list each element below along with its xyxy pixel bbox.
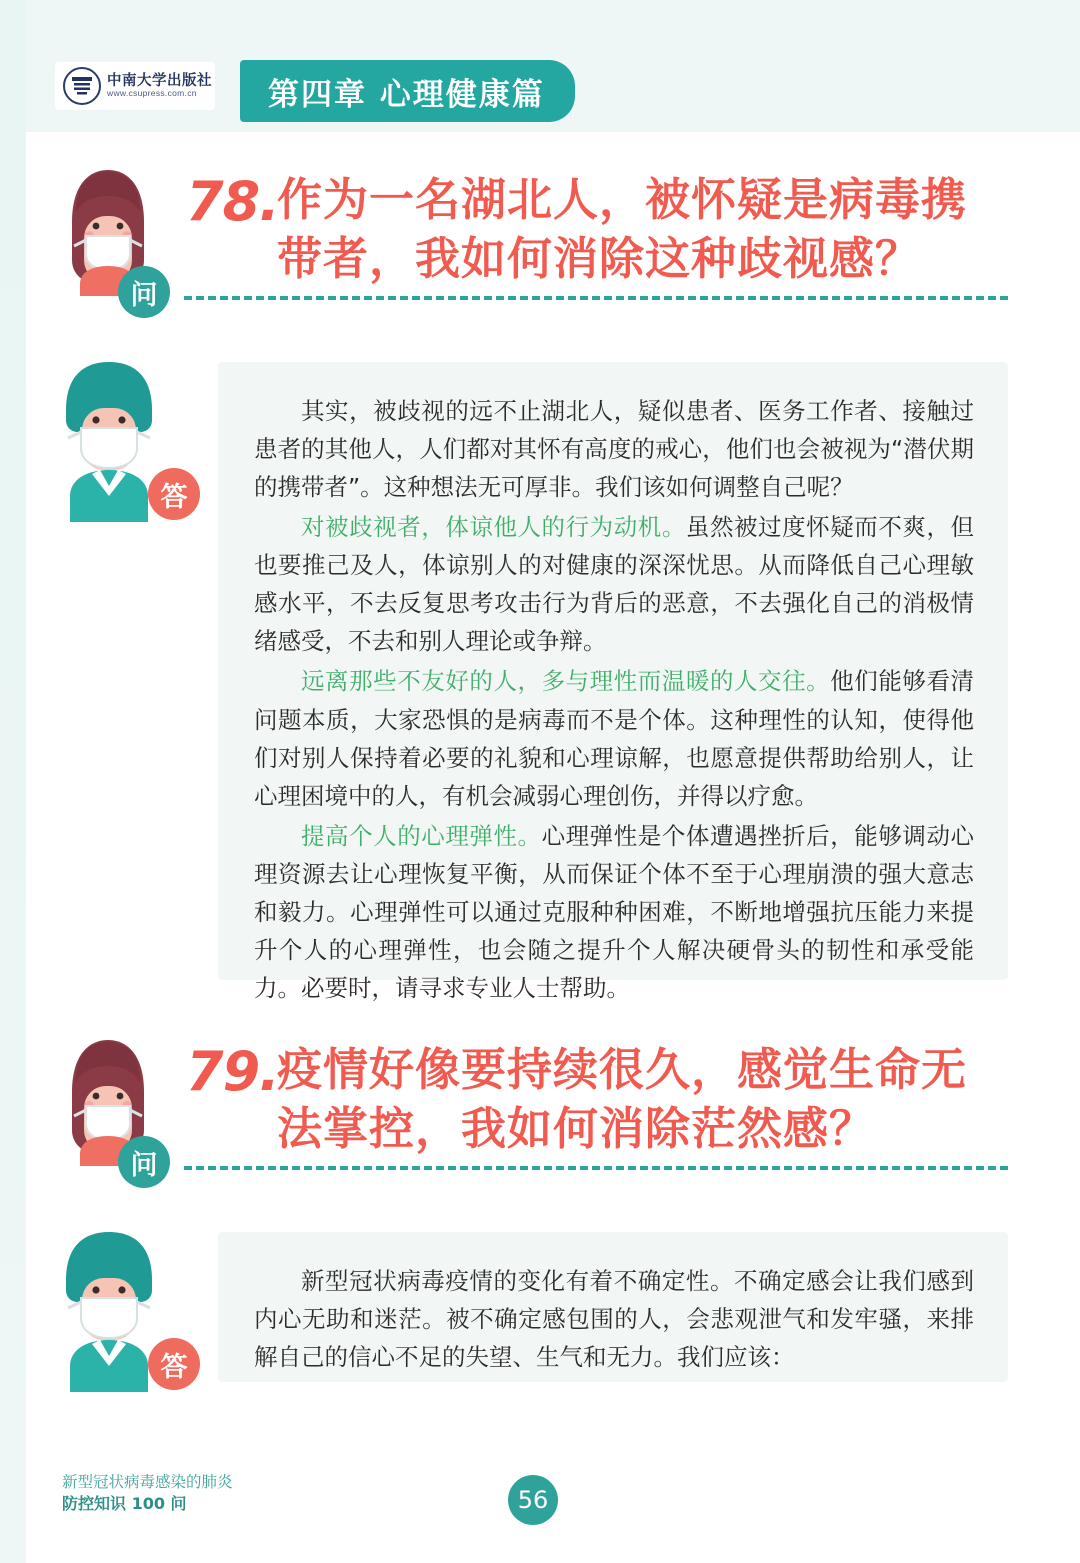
footer-line-2: 防控知识 100 问 <box>62 1494 187 1514</box>
left-edge-band <box>0 0 26 1563</box>
answer-paragraph: 远离那些不友好的人，多与理性而温暖的人交往。他们能够看清问题本质，大家恐惧的是病毒而不是个体。这种理性的认知，使得他们对别人保持着必要的礼貌和心理谅解，也愿意提供帮助给别人，让心理困境中的人，有机会减弱心理创伤，并得以疗愈。 <box>254 667 975 810</box>
highlight-text: 提高个人的心理弹性。 <box>301 821 542 850</box>
chapter-tab <box>240 60 575 122</box>
question-divider-79 <box>184 1166 1008 1170</box>
question-divider-78 <box>184 296 1008 300</box>
question-badge: 问 <box>118 266 170 318</box>
answer-badge: 答 <box>148 468 200 520</box>
answer-box-79 <box>218 1232 1008 1382</box>
publisher-logo <box>55 62 215 110</box>
highlight-text: 远离那些不友好的人，多与理性而温暖的人交往。 <box>301 667 831 696</box>
footer <box>62 1472 233 1515</box>
answer-paragraph: 提高个人的心理弹性。心理弹性是个体遭遇挫折后，能够调动心理资源去让心理恢复平衡，从而保证个体不至于心理崩溃的强大意志和毅力。心理弹性可以通过克服种种困难，不断地增强抗压能力来提升个人的心理弹性，也会随之提升个人解决硬骨头的韧性和承受能力。必要时，请寻求专业人士帮助。 <box>254 821 975 1002</box>
publisher-seal-icon <box>63 67 101 105</box>
question-badge: 问 <box>118 1136 170 1188</box>
highlight-text: 对被歧视者，体谅他人的行为动机。 <box>301 513 686 542</box>
page-number: 56 <box>508 1475 558 1525</box>
answer-paragraph: 其实，被歧视的远不止湖北人，疑似患者、医务工作者、接触过患者的其他人，人们都对其怀有高度的戒心，他们也会被视为“潜伏期的携带者”。这种想法无可厚非。我们该如何调整自己呢？ <box>254 397 974 502</box>
answer-paragraph: 对被歧视者，体谅他人的行为动机。虽然被过度怀疑而不爽，但也要推己及人，体谅别人的对健康的深深忧思。从而降低自己心理敏感水平，不去反复思考攻击行为背后的恶意，不去强化自己的消极情绪感受，不去和别人理论或争辩。 <box>254 513 975 656</box>
question-number-78: 78. <box>186 170 279 233</box>
answer-badge: 答 <box>148 1338 200 1390</box>
chapter-title: 第四章 心理健康篇 <box>268 76 545 113</box>
publisher-name: 中南大学出版社 <box>107 72 212 89</box>
question-title-79: 疫情好像要持续很久，感觉生命无法掌控，我如何消除茫然感？ <box>277 1043 968 1156</box>
footer-line-1: 新型冠状病毒感染的肺炎 <box>62 1473 233 1492</box>
answer-box-78 <box>218 362 1008 1002</box>
question-title-78: 作为一名湖北人，被怀疑是病毒携带者，我如何消除这种歧视感？ <box>277 173 968 286</box>
publisher-url: www.csupress.com.cn <box>107 88 197 99</box>
page-header <box>0 0 1080 134</box>
question-number-79: 79. <box>186 1040 279 1103</box>
answer-paragraph: 新型冠状病毒疫情的变化有着不确定性。不确定感会让我们感到内心无助和迷茫。被不确定感包围的人，会悲观泄气和发牢骚，来排解自己的信心不足的失望、生气和无力。我们应该： <box>254 1267 974 1372</box>
